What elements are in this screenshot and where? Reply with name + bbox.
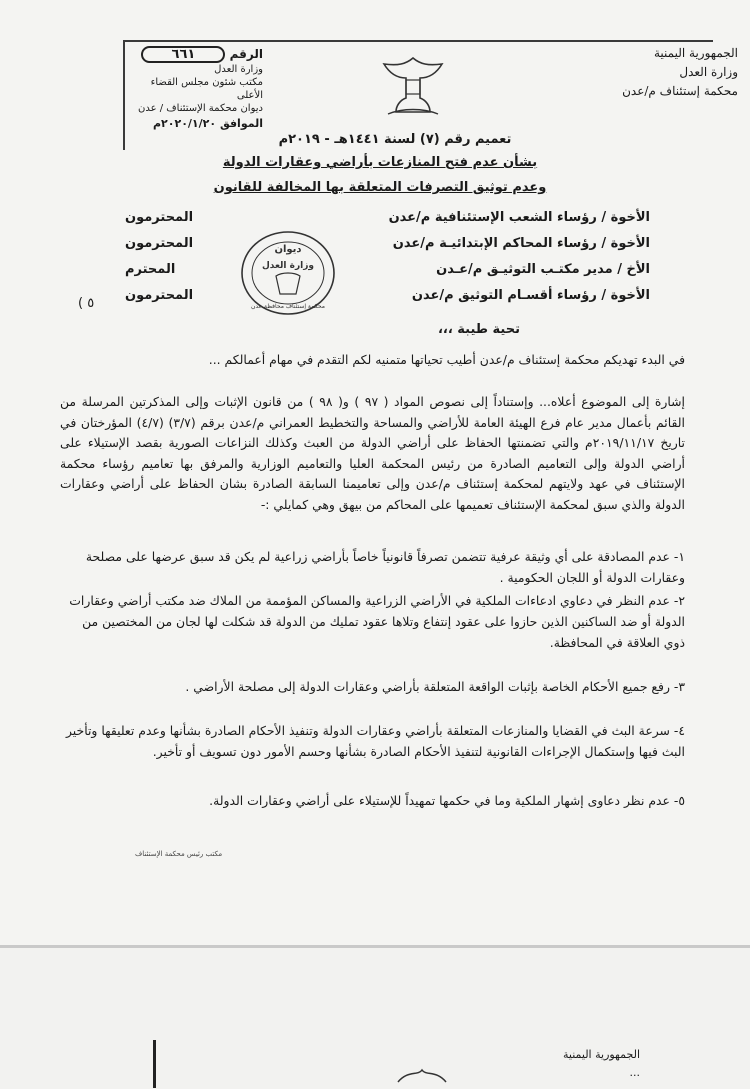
next-page-header [440,1046,640,1082]
addressee-4: الأخوة / رؤساء أقسـام التوثيق م/عدن [411,288,650,303]
stamp-top-text: ديوان [274,244,302,255]
addressee-1: الأخوة / رؤساء الشعب الإستئنافية م/عدن [388,210,650,225]
side-marker: ( ٥ [78,296,95,311]
yemen-eagle-emblem-icon [368,52,458,120]
official-seal-stamp [238,228,338,318]
header-left-block [128,46,263,130]
next-page-emblem-icon [392,1066,452,1086]
reference-label: الرقم [229,47,263,61]
footer-office-mark: مكتب رئيس محكمة الإستئناف [135,850,223,858]
stamp-middle-text: وزارة العدل [261,261,315,271]
list-item-3: ٣- رفع جميع الأحكام الخاصة بإثبات الواقعة المتعلقة بأراضي وعقارات الدولة إلى مصلحة الأراضي . [185,679,685,694]
paragraph-opening: في البدء تهديكم محكمة إستئناف م/عدن أطيب تحياتها متمنيه لكم التقدم في مهام أعمالكم ... [208,352,685,367]
subject-title-line2: وعدم توثيق التصرفات المتعلقة بها المخالفة للقانون [213,180,547,195]
list-item-4: ٤- سرعة البث في القضايا والمنازعات المتعلقة بأراضي وعقارات الدولة وتنفيذ الأحكام الصادرة بشأنها وعدم تعليقها وتأخير البث فيها وإستكمال الإجراءات القانونية لتنفيذ الأحكام الصادرة بشأنها وحسم الأمور دون تسويف أو تأخير. [65,723,685,759]
list-item-2: ٢- عدم النظر في دعاوي ادعاءات الملكية في الأراضي الزراعية والمساكن المؤممة من الملاك ضد مكتب أراضي وعقارات الدولة أو ضد الساكنين الذين حازوا على عقود إنتفاع وتلاها عقود تمليك من الدولة قد شكلت لها لجان من المختصين من ذوي العلاقة في المحافظة. [69,593,685,650]
honorific-2: المحترمون [125,236,194,251]
ministry-name: وزارة العدل [679,65,738,79]
ministry-small: وزارة العدل [214,64,263,75]
list-item-1: ١- عدم المصادقة على أي وثيقة عرفية تتضمن تصرفاً قانونياً خاصاً بأراضي زراعية لم يكن قد سبق عرضها على مصلحة وعقارات الدولة أو اللجان الحكومية . [85,549,685,585]
court-name: محكمة إستئناف م/عدن [622,84,738,98]
date-value: ٢٠٢٠/١/٢٠م [152,117,217,130]
header-border-left [123,40,125,150]
addressee-2: الأخوة / رؤساء المحاكم الإبتدائيـة م/عدن [392,236,650,251]
addressee-3: الأخ / مدير مكتـب التوثيـق م/عـدن [436,262,650,277]
office-small: مكتب شئون مجلس القضاء الأعلى [150,77,263,101]
honorific-1: المحترمون [125,210,194,225]
next-page-line2: ... [629,1066,640,1079]
archive-small: ديوان محكمة الإستئناف / عدن [138,103,263,114]
greeting: تحية طيبة ،،، [437,322,520,337]
honorific-4: المحترمون [125,288,194,303]
header-border-top [123,40,713,42]
reference-number: ٦٦١ [141,46,225,63]
next-page-margin-line [153,1040,156,1088]
country-name: الجمهورية اليمنية [653,46,738,60]
list-item-5: ٥- عدم نظر دعاوى إشهار الملكية وما في حكمها تمهيداً للإستيلاء على أراضي وعقارات الدولة. [209,793,685,808]
next-page-country: الجمهورية اليمنية [562,1048,640,1061]
circular-number: تعميم رقم (٧) لسنة ١٤٤١هـ - ٢٠١٩م [278,132,512,147]
stamp-bottom-text: محكمة إستئناف محافظة عدن [250,303,326,310]
header-right-block [563,44,738,101]
paragraph-reference: إشارة إلى الموضوع أعلاه... وإستناداً إلى نصوص المواد ( ٩٧ ) و( ٩٨ ) من قانون الإثبات وإلى المذكرتين المرسلة من القائم بأعمال مدير عام فرع الهيئة العامة للأراضي والمساحة والتخطيط العمراني م/عدن برقم (٣/٧) (٤/٧) المؤرختان في تاريخ ٢٠١٩/١١/١٧م والتي تضمنتها الحفاظ على أراضي الدولة من العبث وكذلك النزاعات الصورية بقصد الإستيلاء على أراضي الدولة وإلى التعاميم الصادرة من رئيس المحكمة العليا والتعاميم الوزارية والمرفق بها تعاميم رؤساء محكمة الإستئناف في عهد ولايتهم لمحكمة إستئناف م/عدن وإلى تعاميمنا السابقة الصادرة بشان الحفاظ على أراضي وعقارات الدولة والذي سبق لمحكمة الإستئناف تعميمها على المحاكم من بيهق وهي كمايلي :- [60,394,686,512]
honorific-3: المحترم [125,262,176,277]
date-label: الموافق [219,117,263,130]
subject-title-line1: بشأن عدم فتح المنازعات بأراضي وعقارات الدولة [222,155,538,170]
